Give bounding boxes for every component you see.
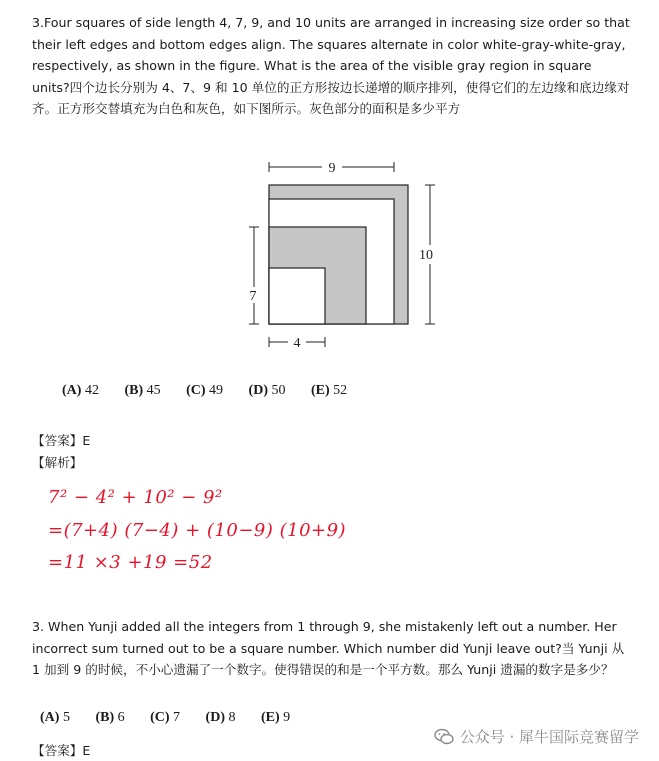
problem-2-answer: 【答案】E [32, 743, 91, 758]
problem-2-choices [40, 710, 312, 726]
square-4-white [269, 268, 325, 324]
choice-e: (E) 9 [260, 710, 291, 725]
label-right-10: 10 [419, 248, 433, 263]
choice-b: (B) 6 [95, 710, 125, 725]
handwritten-line-2: =(7+4) (7−4) + (10−9) (10+9) [48, 520, 347, 541]
choice-c: (C) 49 [186, 383, 224, 398]
problem-2-text [32, 616, 632, 681]
label-left-7: 7 [249, 289, 257, 304]
choice-a: (A) 5 [40, 710, 70, 725]
watermark [434, 726, 639, 747]
problem-1-text-en: 3.Four squares of side length 4, 7, 9, and 10 units are arranged in increasing size order so that their left edges and bottom edges align. The squares alternate in color white-gray-white-gray, respectively, as shown in the figure. What is the area of the visible gray region in square units? [32, 15, 630, 95]
choice-c: (C) 7 [150, 710, 181, 725]
choice-d: (D) 50 [248, 383, 286, 398]
label-top-9: 9 [328, 161, 336, 176]
wechat-icon [434, 728, 454, 746]
problem-1-text-zh: 四个边长分别为 4、7、9 和 10 单位的正方形按边长递增的顺序排列，使得它们的左边缘和底边缘对齐。正方形交替填充为白色和灰色，如下图所示。灰色部分的面积是多少平方 [32, 79, 630, 116]
choice-e: (E) 52 [310, 383, 348, 398]
problem-2-text-zh: 当 Yunji 从 1 加到 9 的时候，不小心遗漏了一个数字。使得错误的和是一个平方数。那么 Yunji 遗漏的数字是多少？ [32, 640, 625, 677]
problem-1-answer: 【答案】E [32, 433, 91, 448]
handwritten-line-1: 7² − 4² + 10² − 9² [48, 487, 223, 508]
dimension-left [249, 227, 259, 324]
choice-d: (D) 8 [205, 710, 236, 725]
choice-b: (B) 45 [124, 383, 161, 398]
choice-a: (A) 42 [62, 383, 99, 398]
watermark-text: 公众号 · 犀牛国际竞赛留学 [459, 728, 639, 746]
label-bottom-4: 4 [293, 336, 301, 351]
problem-2-text-en: 3. When Yunji added all the integers from 1 through 9, she mistakenly left out a number. Her incorrect sum turned out to be a square number. Which number did Yunji leave out? [32, 619, 617, 656]
problem-1-choices [62, 383, 369, 399]
problem-1-analysis-label: 【解析】 [32, 455, 83, 470]
handwritten-line-3: =11 ×3 +19 =52 [48, 552, 213, 573]
